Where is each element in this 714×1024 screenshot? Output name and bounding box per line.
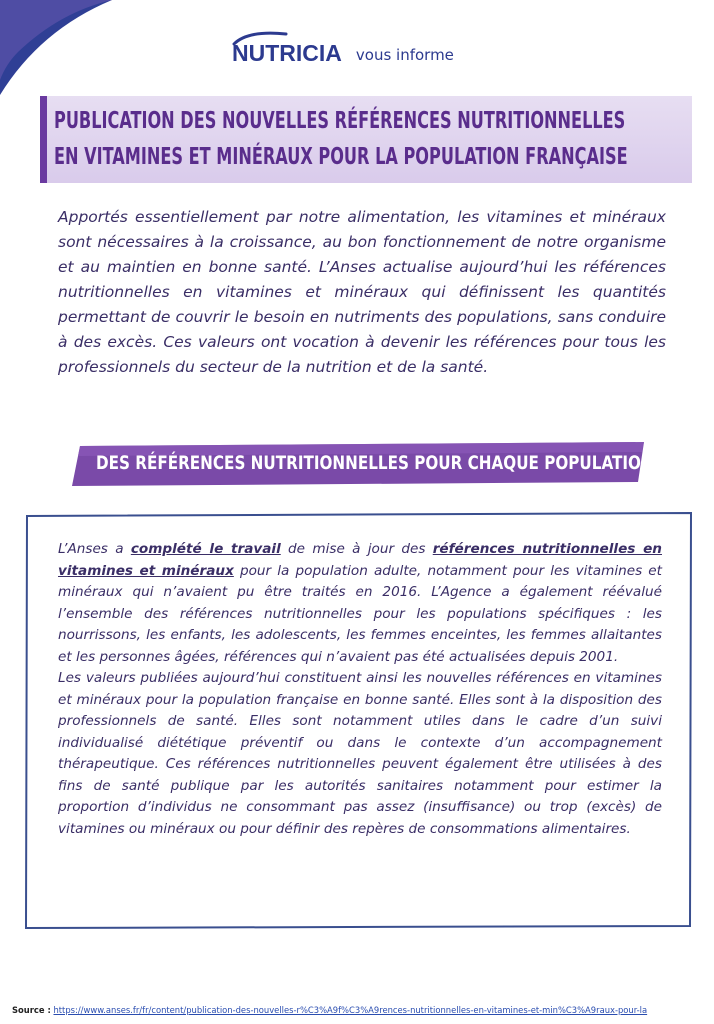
source-link[interactable]: https://www.anses.fr/fr/content/publication-des-nouvelles-r%C3%A9f%C3%A9rences-nutritionnelles-en-vitamines-et-min%C3%A9raux-pour-la xyxy=(53,1005,648,1015)
link-nutritional-references[interactable]: références nutritionnelles en vitamines et minéraux xyxy=(58,541,662,579)
header xyxy=(232,26,454,66)
body-text-span: de mise à jour des xyxy=(280,541,433,557)
link-complete-work[interactable]: complété le travail xyxy=(130,541,281,557)
body-paragraph-1 xyxy=(58,539,662,668)
section-subtitle: DES RÉFÉRENCES NUTRITIONNELLES POUR CHAQUE POPULATION xyxy=(96,452,654,474)
body-text-span: L’Anses a xyxy=(58,541,131,557)
title-line-1: PUBLICATION DES NOUVELLES RÉFÉRENCES NUTRITIONNELLES xyxy=(54,108,626,134)
title-accent-bar xyxy=(40,96,47,183)
logo-text: NUTRICIA xyxy=(232,40,342,66)
body-text xyxy=(58,539,662,840)
tagline: vous informe xyxy=(355,46,454,64)
logo-arc-icon xyxy=(230,28,290,46)
title-line-2: EN VITAMINES ET MINÉRAUX POUR LA POPULATION FRANÇAISE xyxy=(54,144,628,170)
page-title xyxy=(54,103,628,175)
intro-paragraph: Apportés essentiellement par notre alimentation, les vitamines et minéraux sont nécessaires à la croissance, au bon fonctionnement de notre organisme et au maintien en bonne santé. L’Anses actualise aujourd’hui les références nutritionnelles en vitamines et minéraux qui définissent les quantités permettant de couvrir le besoin en nutriments des populations, sans conduire à des excès. Ces valeurs ont vocation à devenir les références pour tous les professionnels du secteur de la nutrition et de la santé. xyxy=(58,208,666,376)
source-footer xyxy=(12,1004,712,1016)
body-text-span: pour la population adulte, notamment pour les vitamines et minéraux qui n’avaient pu être traités en 2016. L’Agence a également réévalué l’ensemble des références nutritionnelles pour les populations spécifiques : les nourrissons, les enfants, les adolescents, les femmes enceintes, les femmes allaitantes et les personnes âgées, références qui n’avaient pas été actualisées depuis 2001. xyxy=(58,562,662,665)
nutricia-logo xyxy=(232,40,342,66)
source-label: Source : xyxy=(12,1005,51,1015)
body-paragraph-2: Les valeurs publiées aujourd’hui constituent ainsi les nouvelles références en vitamines et minéraux pour la population française en bonne santé. Elles sont à la disposition des professionnels de santé. Elles sont notamment utiles dans le cadre d’un suivi individualisé diététique préventif ou dans le contexte d’un accompagnement thérapeutique. Ces références nutritionnelles peuvent également être utilisées à des fins de santé publique par les autorités sanitaires notamment pour estimer la proportion d’individus ne consommant pas assez (insuffisance) ou trop (excès) de vitamines ou minéraux ou pour définir des repères de consommations alimentaires. xyxy=(58,670,662,837)
corner-decoration xyxy=(0,0,120,95)
